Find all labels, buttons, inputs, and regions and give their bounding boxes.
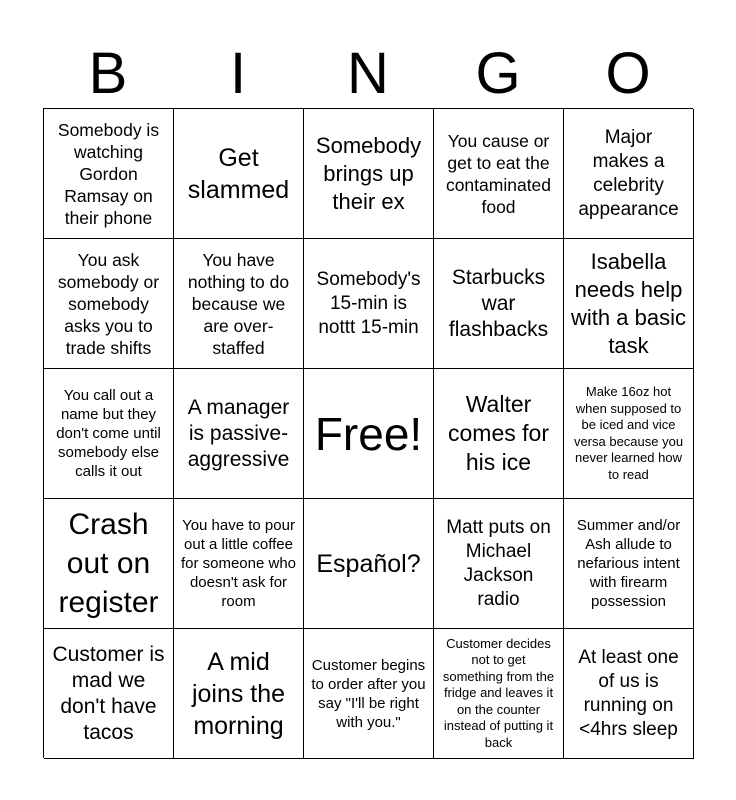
header-letter-b: B xyxy=(88,41,128,106)
bingo-cell[interactable] xyxy=(304,239,434,369)
bingo-cell-free[interactable] xyxy=(304,369,434,499)
bingo-cell[interactable] xyxy=(434,499,564,629)
cell-text: Get slammed xyxy=(187,143,290,204)
header-letter-o: O xyxy=(605,41,651,106)
bingo-cell[interactable] xyxy=(174,369,304,499)
bingo-cell[interactable] xyxy=(304,109,434,239)
cell-text: Starbucks war flashbacks xyxy=(448,265,549,341)
bingo-cell[interactable] xyxy=(174,239,304,369)
cell-text: Somebody is watching Gordon Ramsay on their phone xyxy=(57,119,160,228)
bingo-cell[interactable] xyxy=(564,629,694,759)
bingo-cell[interactable] xyxy=(174,109,304,239)
bingo-cell[interactable] xyxy=(44,239,174,369)
cell-text: You have to pour out a little coffee for someone who doesn't ask for room xyxy=(180,517,297,610)
bingo-cell[interactable] xyxy=(564,499,694,629)
cell-text: Customer is mad we don't have tacos xyxy=(52,642,165,744)
cell-text: Summer and/or Ash allude to nefarious intent with firearm possession xyxy=(576,517,681,610)
bingo-cell[interactable] xyxy=(44,109,174,239)
bingo-cell[interactable] xyxy=(564,109,694,239)
bingo-cell[interactable] xyxy=(304,499,434,629)
cell-text: At least one of us is running on <4hrs sleep xyxy=(578,646,679,740)
bingo-header xyxy=(43,40,693,108)
cell-text: You ask somebody or somebody asks you to trade shifts xyxy=(57,249,160,358)
bingo-cell[interactable] xyxy=(44,499,174,629)
cell-text: Customer begins to order after you say "I'll be right with you." xyxy=(311,656,426,731)
bingo-cell[interactable] xyxy=(44,629,174,759)
bingo-cell[interactable] xyxy=(564,369,694,499)
cell-text: Make 16oz hot when supposed to be iced and vice versa because you never learned how to read xyxy=(573,384,684,482)
cell-text: Isabella needs help with a basic task xyxy=(571,248,686,358)
cell-text: Somebody's 15-min is nottt 15-min xyxy=(316,268,421,338)
bingo-cell[interactable] xyxy=(434,239,564,369)
cell-text: You call out a name but they don't come until somebody else calls it out xyxy=(56,387,161,480)
bingo-cell[interactable] xyxy=(564,239,694,369)
cell-text: You cause or get to eat the contaminated food xyxy=(445,130,552,217)
bingo-cell[interactable] xyxy=(174,499,304,629)
bingo-cell[interactable] xyxy=(434,369,564,499)
cell-text: Matt puts on Michael Jackson radio xyxy=(446,516,551,610)
header-letter-n: N xyxy=(347,41,389,106)
bingo-cell[interactable] xyxy=(174,629,304,759)
bingo-cell[interactable] xyxy=(434,109,564,239)
cell-text: A manager is passive-aggressive xyxy=(187,395,290,471)
bingo-board xyxy=(43,108,693,758)
free-space-text: Free! xyxy=(314,407,423,460)
header-letter-g: G xyxy=(475,41,521,106)
cell-text: Crash out on register xyxy=(58,508,159,619)
cell-text: A mid joins the morning xyxy=(191,647,286,740)
cell-text: Somebody brings up their ex xyxy=(315,132,422,214)
bingo-cell[interactable] xyxy=(304,629,434,759)
bingo-cell[interactable] xyxy=(434,629,564,759)
cell-text: You have nothing to do because we are over-staffed xyxy=(187,249,290,358)
cell-text: Español? xyxy=(316,549,421,578)
cell-text: Walter comes for his ice xyxy=(448,391,549,475)
header-letter-i: I xyxy=(229,41,247,106)
cell-text: Customer decides not to get something from the fridge and leaves it on the counter instead of putting it back xyxy=(442,635,555,750)
bingo-cell[interactable] xyxy=(44,369,174,499)
cell-text: Major makes a celebrity appearance xyxy=(578,126,679,220)
